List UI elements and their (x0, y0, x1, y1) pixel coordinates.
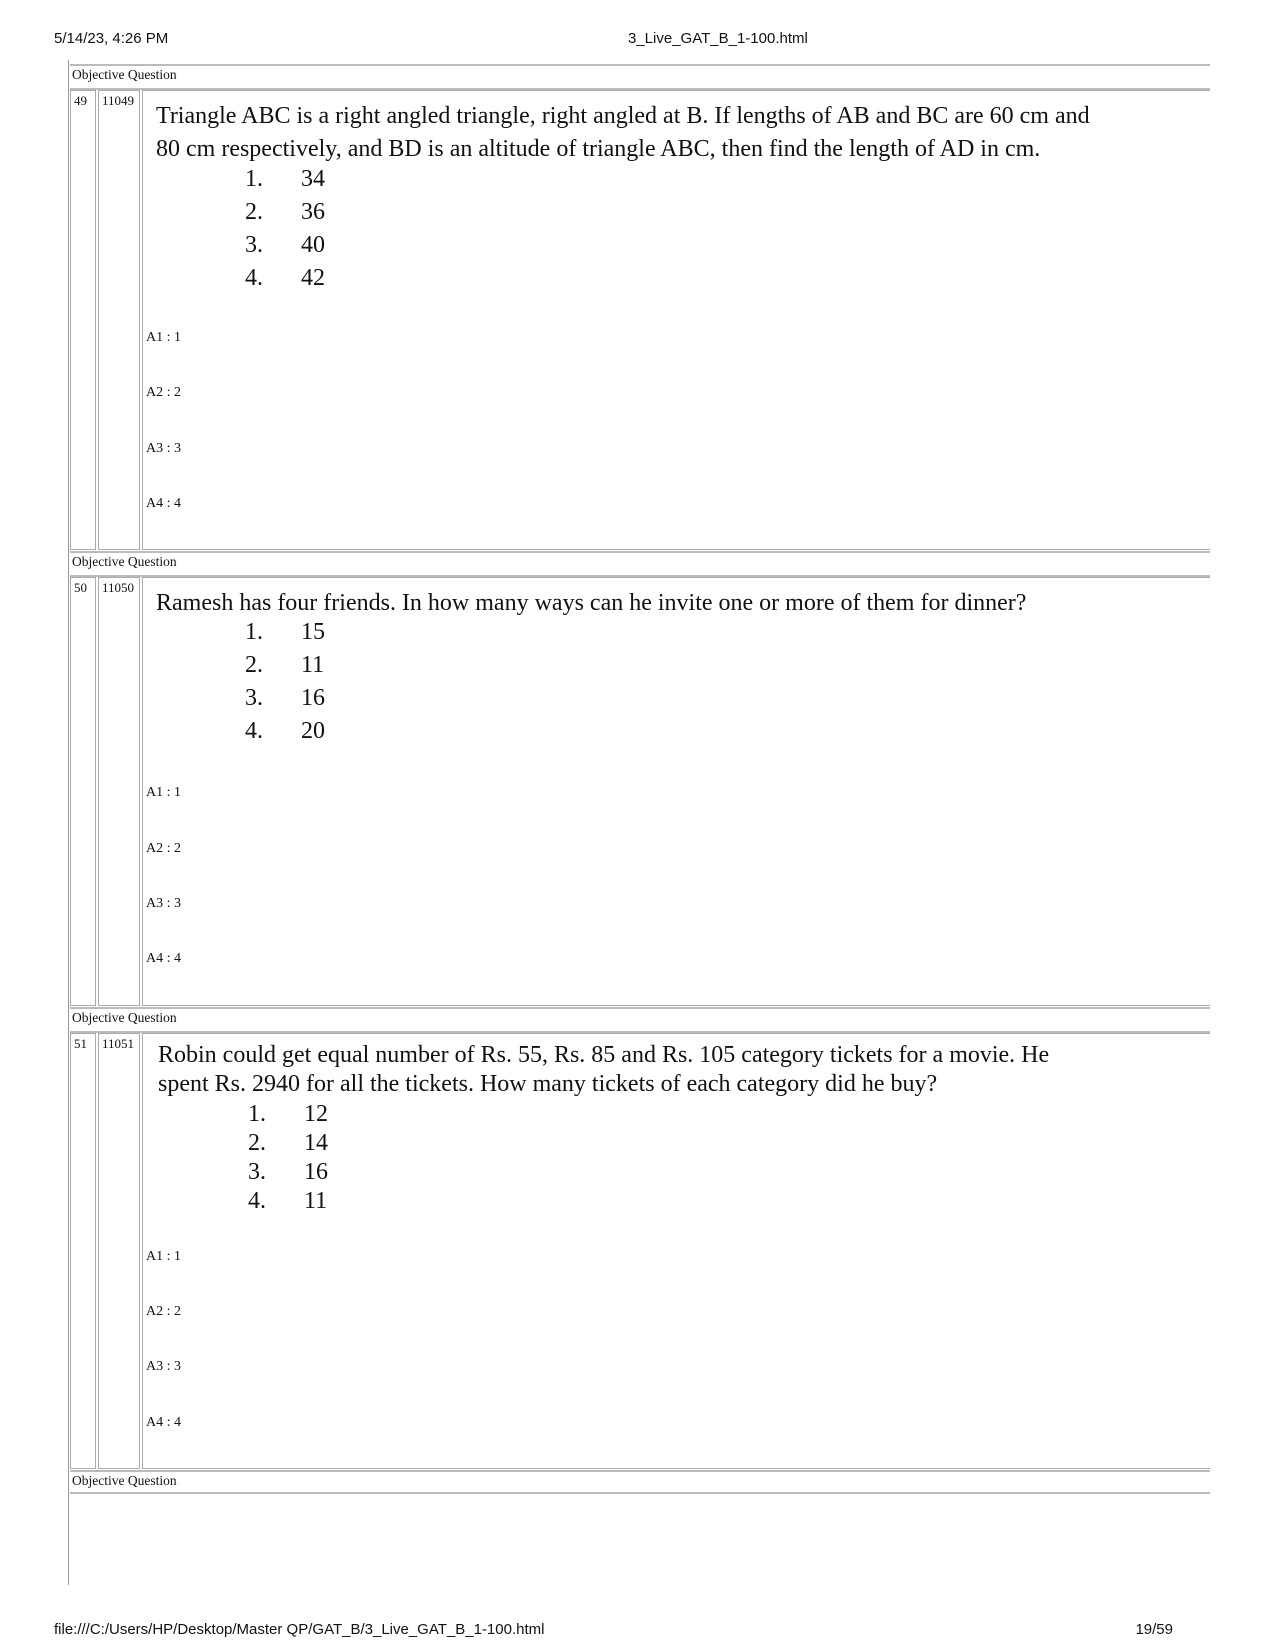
option-number: 3. (248, 1159, 266, 1185)
options-list (248, 1101, 328, 1217)
question-number: 50 (70, 577, 96, 1006)
question-block (70, 1033, 1210, 1469)
answer-key: A1 : 1 (146, 785, 181, 800)
section-label: Objective Question (72, 1010, 177, 1025)
option-value: 14 (304, 1130, 328, 1156)
option-number: 2. (245, 652, 263, 678)
answer-key: A4 : 4 (146, 951, 181, 966)
question-block (70, 577, 1210, 1006)
option-item (245, 652, 325, 685)
option-item (248, 1159, 328, 1188)
answer-key: A2 : 2 (146, 841, 181, 856)
print-datetime: 5/14/23, 4:26 PM (54, 30, 169, 47)
option-item (248, 1101, 328, 1130)
question-number: 49 (70, 90, 96, 550)
option-item (245, 232, 325, 265)
option-item (248, 1188, 328, 1217)
question-text (156, 100, 1090, 166)
option-number: 4. (245, 718, 263, 744)
question-text (156, 587, 1026, 620)
option-item (245, 718, 325, 751)
option-value: 42 (301, 265, 325, 291)
option-value: 40 (301, 232, 325, 258)
option-value: 15 (301, 619, 325, 645)
option-number: 4. (245, 265, 263, 291)
option-item (248, 1130, 328, 1159)
section-label-row (70, 1007, 1210, 1033)
section-label: Objective Question (72, 554, 177, 569)
option-number: 1. (248, 1101, 266, 1127)
option-item (245, 685, 325, 718)
answer-key: A1 : 1 (146, 330, 181, 345)
question-id: 11051 (98, 1033, 140, 1469)
option-item (245, 619, 325, 652)
option-number: 2. (245, 199, 263, 225)
answer-key: A4 : 4 (146, 1415, 181, 1430)
option-number: 1. (245, 166, 263, 192)
section-label-row (70, 64, 1210, 90)
option-value: 11 (301, 652, 325, 678)
answer-key: A2 : 2 (146, 385, 181, 400)
print-title: 3_Live_GAT_B_1-100.html (628, 30, 808, 47)
option-value: 16 (301, 685, 325, 711)
option-number: 2. (248, 1130, 266, 1156)
option-value: 34 (301, 166, 325, 192)
section-label: Objective Question (72, 1473, 177, 1488)
answer-key: A4 : 4 (146, 496, 181, 511)
options-list (245, 166, 325, 298)
question-text-line: Robin could get equal number of Rs. 55, Rs. 85 and Rs. 105 category tickets for a movie. He (158, 1042, 1050, 1068)
option-value: 16 (304, 1159, 328, 1185)
print-page-number: 19/59 (1135, 1621, 1173, 1638)
answer-key: A1 : 1 (146, 1249, 181, 1264)
question-id: 11049 (98, 90, 140, 550)
answer-key: A3 : 3 (146, 1359, 181, 1374)
option-number: 4. (248, 1188, 266, 1214)
option-value: 11 (304, 1188, 328, 1214)
question-block (70, 90, 1210, 550)
question-text-line: Triangle ABC is a right angled triangle, right angled at B. If lengths of AB and BC are 60 cm and (156, 103, 1090, 129)
section-label: Objective Question (72, 67, 177, 82)
option-number: 1. (245, 619, 263, 645)
option-number: 3. (245, 685, 263, 711)
section-label-row (70, 551, 1210, 577)
question-text-line: Ramesh has four friends. In how many ways can he invite one or more of them for dinner? (156, 590, 1027, 616)
question-id: 11050 (98, 577, 140, 1006)
answer-key: A3 : 3 (146, 441, 181, 456)
print-footer-path: file:///C:/Users/HP/Desktop/Master QP/GAT_B/3_Live_GAT_B_1-100.html (54, 1621, 545, 1638)
question-text (158, 1041, 1049, 1099)
option-value: 12 (304, 1101, 328, 1127)
answer-key: A3 : 3 (146, 896, 181, 911)
question-text-line: spent Rs. 2940 for all the tickets. How many tickets of each category did he buy? (158, 1071, 938, 1097)
section-label-row (70, 1470, 1210, 1494)
option-number: 3. (245, 232, 263, 258)
option-value: 36 (301, 199, 325, 225)
option-value: 20 (301, 718, 325, 744)
options-list (245, 619, 325, 751)
question-text-line: 80 cm respectively, and BD is an altitude of triangle ABC, then find the length of AD in cm. (156, 136, 1041, 162)
option-item (245, 265, 325, 298)
answer-key: A2 : 2 (146, 1304, 181, 1319)
option-item (245, 166, 325, 199)
option-item (245, 199, 325, 232)
question-number: 51 (70, 1033, 96, 1469)
